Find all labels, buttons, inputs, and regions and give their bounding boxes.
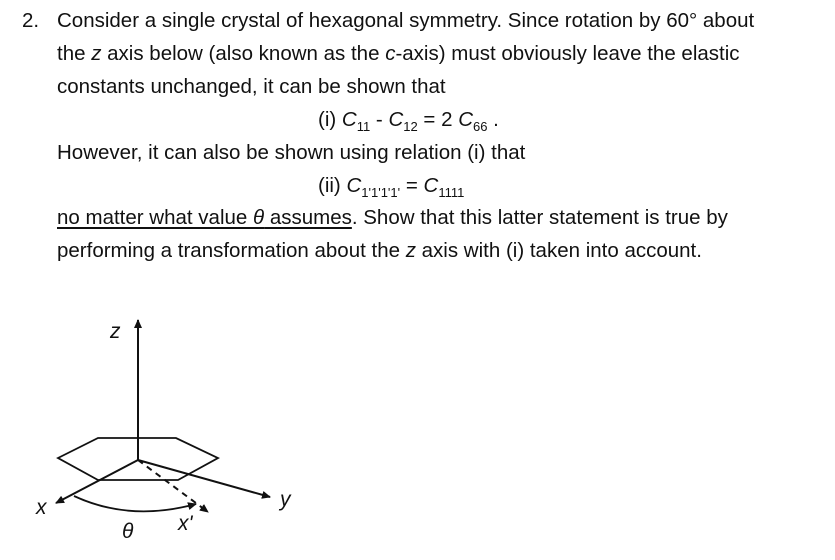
eq-subscript: 1'1'1'1' bbox=[361, 185, 401, 200]
eq-symbol: C bbox=[458, 108, 473, 131]
eq-symbol: C bbox=[346, 174, 362, 197]
x-axis-line bbox=[56, 460, 138, 503]
eq-symbol: C bbox=[388, 108, 404, 131]
text-line-5: However, it can also be shown using relation (i) that bbox=[57, 141, 526, 164]
eq-symbol: C bbox=[341, 108, 357, 131]
eq-subscript: 66 bbox=[473, 119, 488, 134]
text-fragment: . Show that this latter statement is true by bbox=[351, 206, 728, 229]
eq-subscript: 1111 bbox=[438, 185, 465, 200]
diagram-svg bbox=[0, 290, 340, 555]
text-fragment: performing a transformation about the bbox=[57, 239, 406, 262]
problem-number: 2. bbox=[22, 9, 40, 32]
eq-operator: - bbox=[370, 108, 389, 131]
text-line-1: Consider a single crystal of hexagonal symmetry. Since rotation by 60° about bbox=[57, 9, 755, 32]
eq-label: (ii) bbox=[318, 174, 347, 197]
eq-symbol: C bbox=[423, 174, 439, 197]
text-fragment: assumes bbox=[264, 206, 352, 229]
text-line-3: constants unchanged, it can be shown that bbox=[57, 75, 446, 98]
text-fragment: -axis) must obviously leave the elastic bbox=[395, 42, 740, 65]
eq-terminator: . bbox=[487, 108, 499, 131]
text-line-8 bbox=[57, 238, 702, 264]
theta-label: θ bbox=[122, 520, 134, 543]
eq-operator: = 2 bbox=[417, 108, 459, 131]
hexagonal-axes-diagram bbox=[0, 290, 340, 555]
eq-operator: = bbox=[400, 174, 424, 197]
text-fragment: axis with (i) taken into account. bbox=[415, 239, 702, 262]
eq-subscript: 12 bbox=[403, 119, 418, 134]
eq-label: (i) bbox=[318, 108, 342, 131]
italic-c: c bbox=[385, 42, 396, 65]
xprime-axis-label: x' bbox=[178, 512, 193, 535]
theta-arc bbox=[74, 496, 196, 511]
text-line-2 bbox=[57, 41, 740, 67]
equation-1 bbox=[318, 107, 499, 135]
equation-2 bbox=[318, 173, 464, 201]
italic-z: z bbox=[405, 239, 416, 262]
xprime-axis-line bbox=[138, 460, 208, 512]
italic-theta: θ bbox=[253, 206, 265, 229]
underlined-text bbox=[57, 206, 352, 229]
italic-z: z bbox=[91, 42, 102, 65]
text-line-7 bbox=[57, 205, 728, 231]
x-axis-label: x bbox=[36, 496, 47, 519]
eq-subscript: 11 bbox=[356, 119, 371, 134]
y-axis-label: y bbox=[280, 488, 291, 511]
text-fragment: the bbox=[57, 42, 92, 65]
text-fragment: no matter what value bbox=[57, 206, 253, 229]
text-fragment: axis below (also known as the bbox=[101, 42, 386, 65]
z-axis-label: z bbox=[110, 320, 121, 343]
